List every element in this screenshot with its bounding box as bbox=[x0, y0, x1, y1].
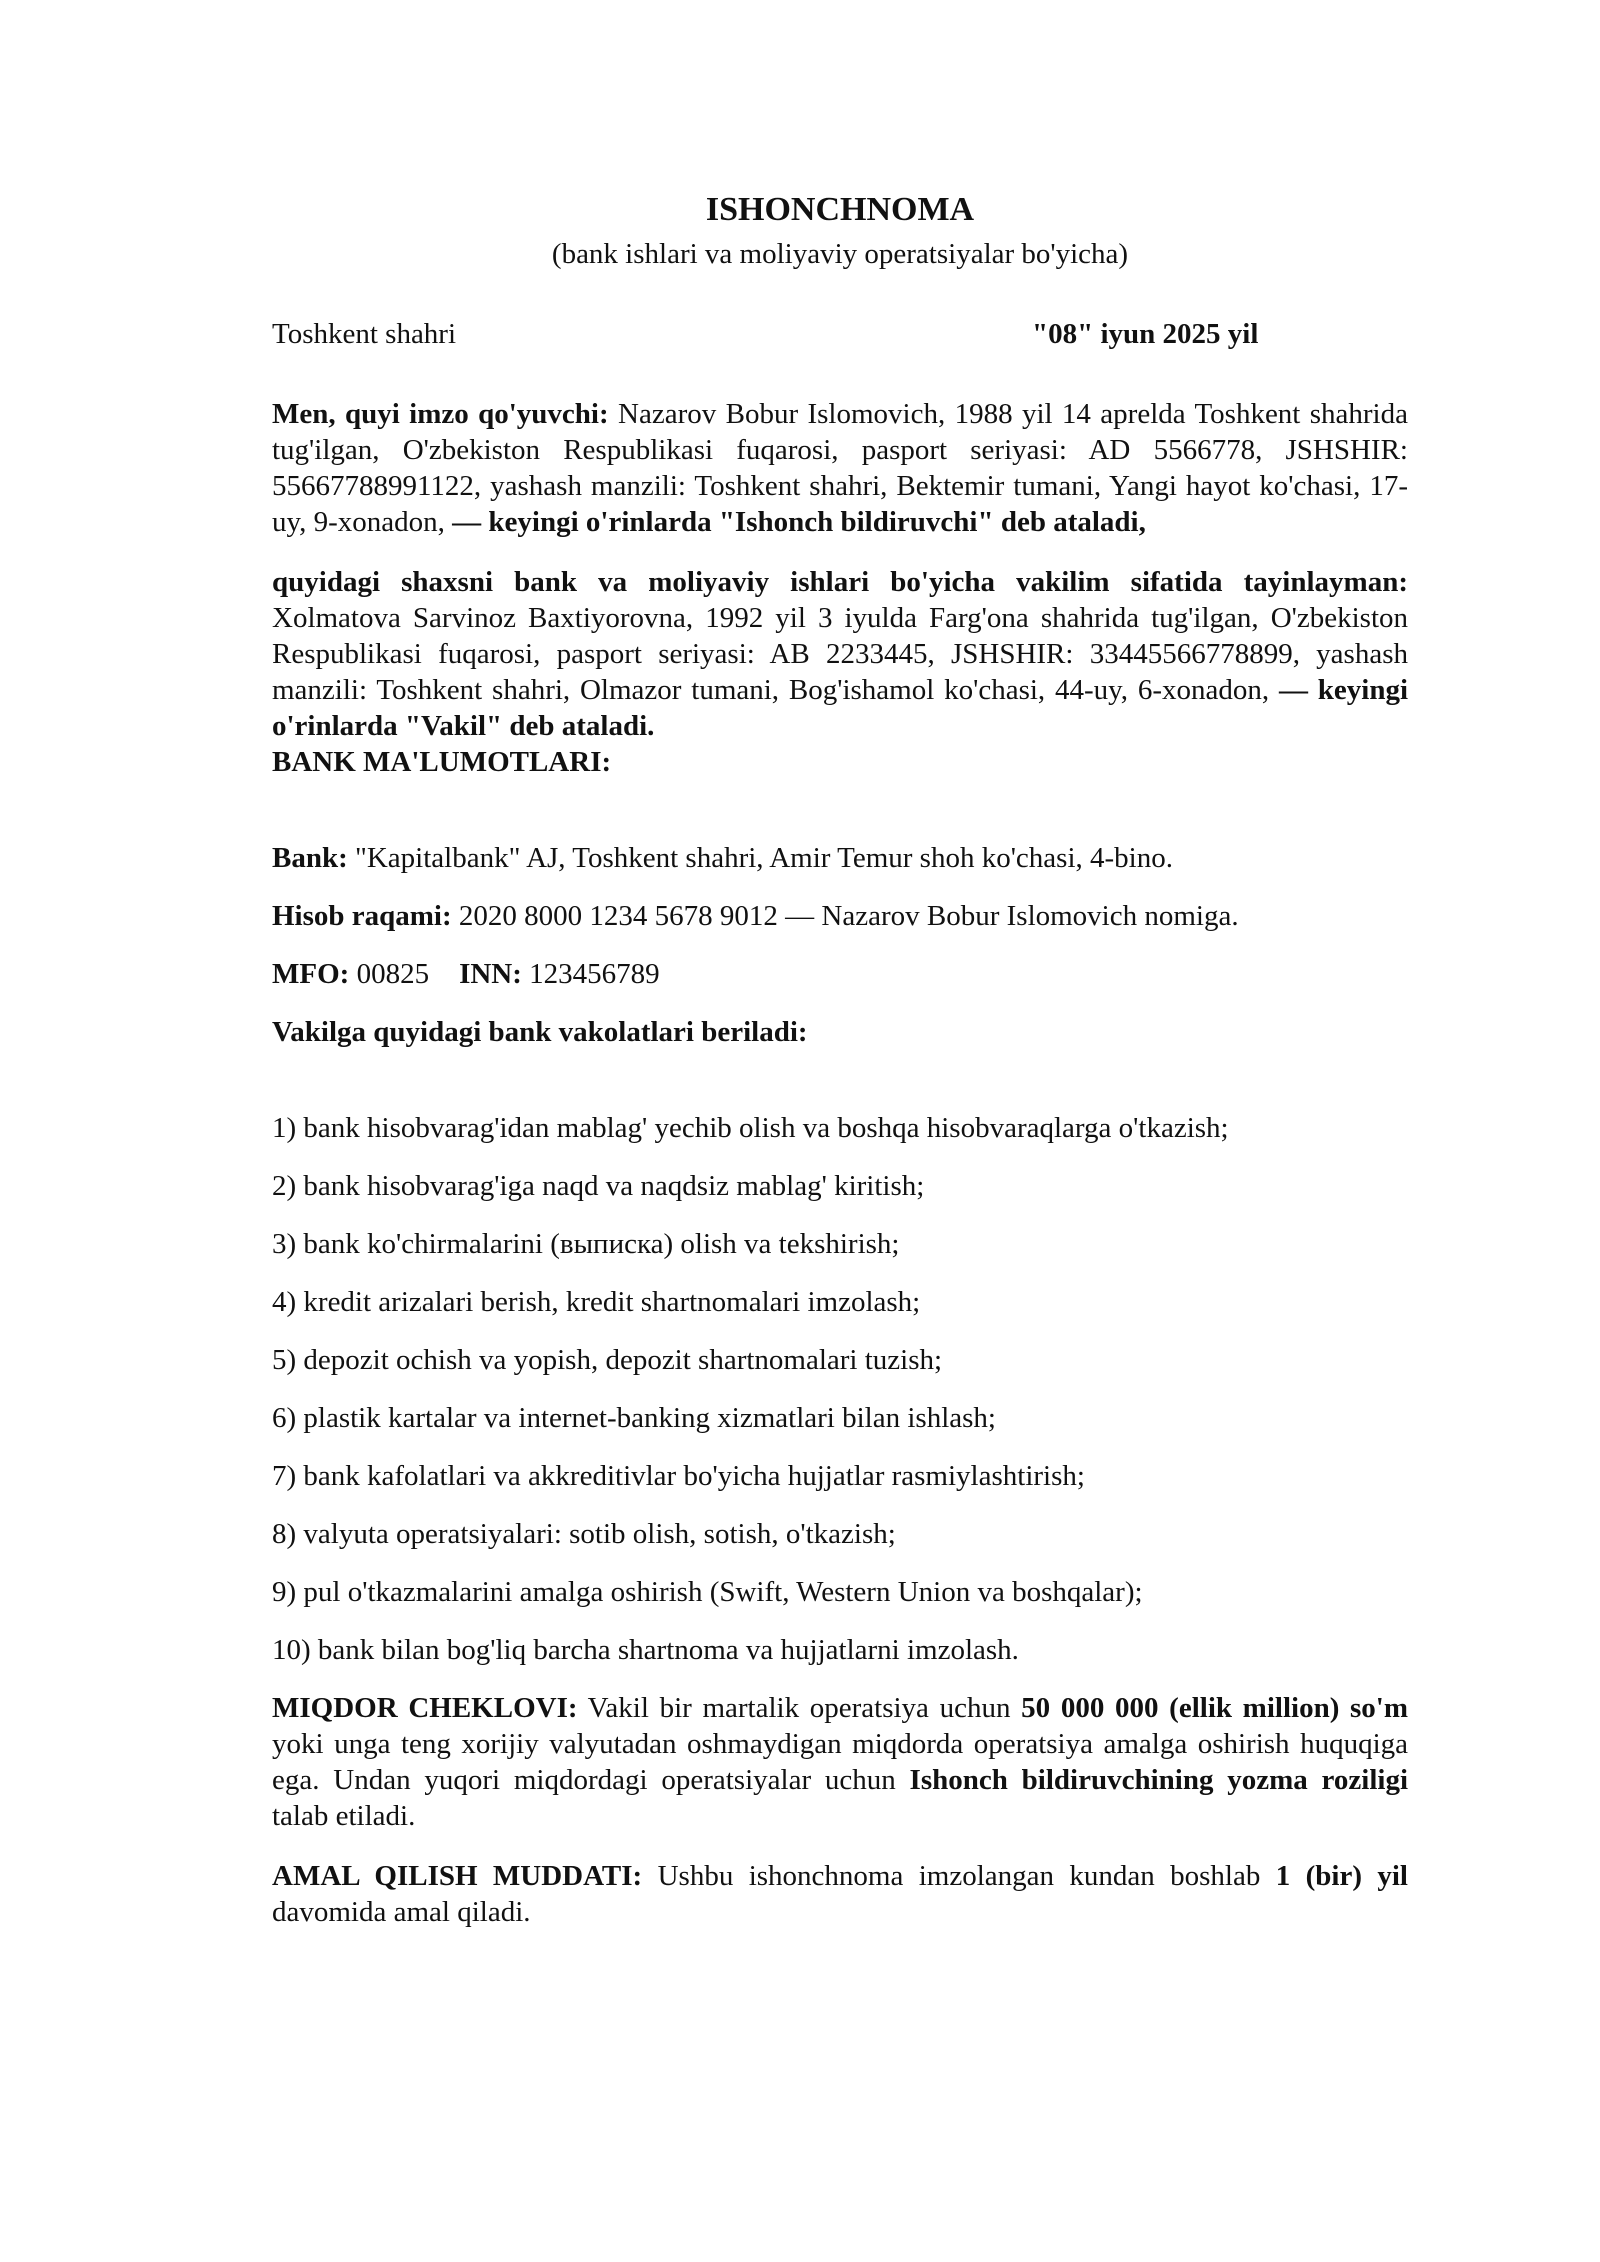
power-item: 2) bank hisobvarag'iga naqd va naqdsiz mablag' kiritish; bbox=[272, 1170, 925, 1202]
limit-label: MIQDOR CHEKLOVI: bbox=[272, 1692, 578, 1724]
agent-designation: — keyingi o'rinlarda "Vakil" deb ataladi. bbox=[272, 674, 1409, 742]
principal-lead: Men, quyi imzo qo'yuvchi: bbox=[272, 398, 609, 430]
validity-text-2: davomida amal qiladi. bbox=[272, 1896, 531, 1928]
document-date: "08" iyun 2025 yil bbox=[1032, 318, 1259, 350]
power-item: 4) kredit arizalari berish, kredit shartnomalari imzolash; bbox=[272, 1286, 921, 1318]
mfo-label: MFO: bbox=[272, 958, 350, 990]
limit-paragraph bbox=[272, 1690, 1408, 1834]
inn-value: 123456789 bbox=[521, 958, 660, 990]
document-subtitle: (bank ishlari va moliyaviy operatsiyalar bo'yicha) bbox=[551, 238, 1129, 270]
agent-paragraph bbox=[272, 564, 1408, 744]
validity-text-1: Ushbu ishonchnoma imzolangan kundan boshlab bbox=[642, 1860, 1276, 1892]
validity-paragraph bbox=[272, 1858, 1408, 1930]
account-line bbox=[272, 898, 1408, 934]
bank-name-value: "Kapitalbank" AJ, Toshkent shahri, Amir Temur shoh ko'chasi, 4-bino. bbox=[347, 842, 1173, 874]
principal-designation: — keyingi o'rinlarda "Ishonch bildiruvchi" deb ataladi, bbox=[452, 506, 1146, 538]
power-item: 6) plastik kartalar va internet-banking xizmatlari bilan ishlash; bbox=[272, 1402, 996, 1434]
limit-consent: Ishonch bildiruvchining yozma roziligi bbox=[909, 1764, 1408, 1796]
power-item: 5) depozit ochish va yopish, depozit shartnomalari tuzish; bbox=[272, 1344, 943, 1376]
agent-details: Xolmatova Sarvinoz Baxtiyorovna, 1992 yil 3 iyulda Farg'ona shahrida tug'ilgan, O'zbekiston Respublikasi fuqarosi, pasport seriyasi: AB 2233445, JSHSHIR: 33445566778899, yashash manzili: Toshkent shahri, Olmazor tumani, Bog'ishamol ko'chasi, 44-uy, 6-xonadon, bbox=[272, 602, 1408, 706]
power-item: 1) bank hisobvarag'idan mablag' yechib olish va boshqa hisobvaraqlarga o'tkazish; bbox=[272, 1112, 1229, 1144]
bank-name-line bbox=[272, 840, 1408, 876]
limit-amount: 50 000 000 (ellik million) so'm bbox=[1021, 1692, 1409, 1724]
power-item: 8) valyuta operatsiyalari: sotib olish, sotish, o'tkazish; bbox=[272, 1518, 896, 1550]
bank-heading: BANK MA'LUMOTLARI: bbox=[272, 746, 612, 778]
principal-paragraph bbox=[272, 396, 1408, 540]
document-page bbox=[272, 190, 1408, 1930]
limit-text-2: yoki unga teng xorijiy valyutadan oshmaydigan miqdorda operatsiya amalga oshirish huquqiga ega. Undan yuqori miqdordagi operatsiyalar uchun bbox=[272, 1728, 1408, 1796]
mfo-inn-line bbox=[272, 956, 1408, 992]
principal-details: Nazarov Bobur Islomovich, 1988 yil 14 aprelda Toshkent shahrida tug'ilgan, O'zbekiston Respublikasi fuqarosi, pasport seriyasi: AD 5566778, JSHSHIR: 55667788991122, yashash manzili: Toshkent shahri, Bektemir tumani, Yangi hayot ko'chasi, 17-uy, 9-xonadon, bbox=[272, 398, 1408, 538]
power-item: 9) pul o'tkazmalarini amalga oshirish (Swift, Western Union va boshqalar); bbox=[272, 1576, 1143, 1608]
account-value: 2020 8000 1234 5678 9012 — Nazarov Bobur Islomovich nomiga. bbox=[451, 900, 1239, 932]
validity-label: AMAL QILISH MUDDATI: bbox=[272, 1860, 643, 1892]
power-item: 7) bank kafolatlari va akkreditivlar bo'yicha hujjatlar rasmiylashtirish; bbox=[272, 1460, 1085, 1492]
power-item: 3) bank ko'chirmalarini (выписка) olish va tekshirish; bbox=[272, 1228, 900, 1260]
agent-lead: quyidagi shaxsni bank va moliyaviy ishlari bo'yicha vakilim sifatida tayinlayman: bbox=[272, 566, 1408, 598]
powers-heading: Vakilga quyidagi bank vakolatlari beriladi: bbox=[272, 1016, 808, 1048]
city: Toshkent shahri bbox=[272, 318, 457, 350]
limit-text-1: Vakil bir martalik operatsiya uchun bbox=[577, 1692, 1022, 1724]
validity-period: 1 (bir) yil bbox=[1275, 1860, 1408, 1892]
account-label: Hisob raqami: bbox=[272, 900, 452, 932]
document-title: ISHONCHNOMA bbox=[705, 191, 975, 228]
mfo-value: 00825 bbox=[349, 958, 430, 990]
powers-list bbox=[272, 1110, 1408, 1668]
limit-text-3: talab etiladi. bbox=[272, 1800, 416, 1832]
bank-name-label: Bank: bbox=[272, 842, 348, 874]
place-date-line bbox=[272, 316, 1408, 352]
power-item: 10) bank bilan bog'liq barcha shartnoma va hujjatlarni imzolash. bbox=[272, 1634, 1019, 1666]
inn-label: INN: bbox=[459, 958, 522, 990]
